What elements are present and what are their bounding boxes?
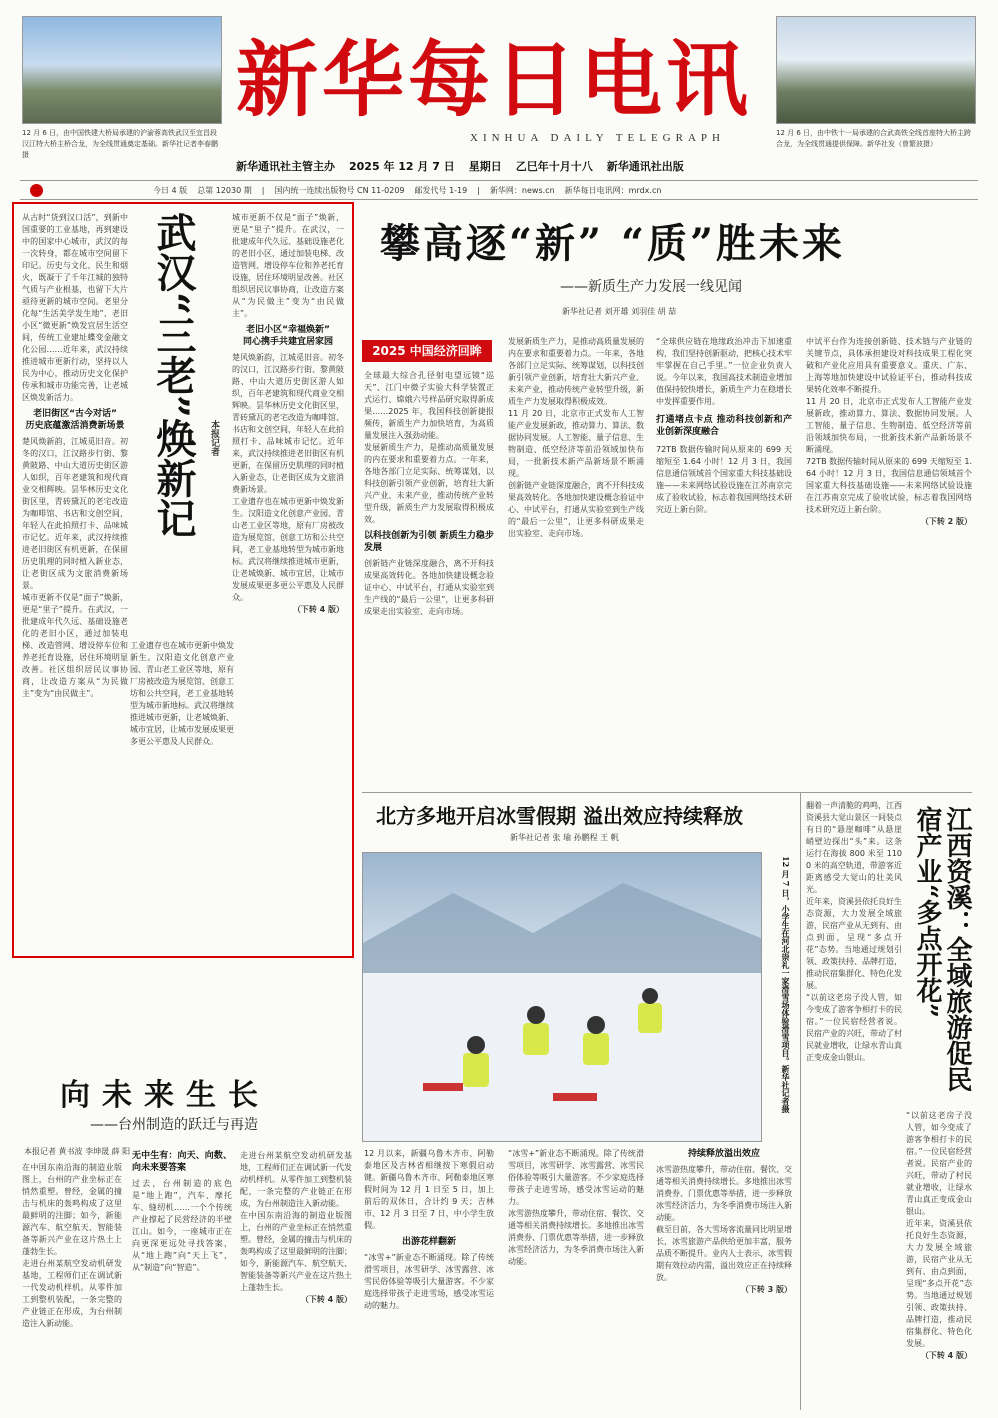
ski-illustration [363,853,761,1141]
taizhou-para-3b: 走进台州某航空发动机研发基地，工程师们正在调试新一代发动机样机。从零件加工到整机装配，一条完整的产业链正在形成，为台州制造注入新动能。 [240,1151,352,1208]
lunar-date: 乙巳年十月十八 [515,160,593,173]
wuhan-title: 武汉“三老”焕新记 [150,212,197,539]
jiangxi-para-2: 近年来，资溪县依托良好生态资源，大力发展全域旅游，民宿产业从无到有、由点到面，呈现“多点开花”态势。当地通过规划引领、政策扶持、品牌打造，推动民宿集群化、特色化发展。 [806,897,902,990]
wuhan-para-4b: 工业遗存也在城市更新中焕发新生。汉阳造文化创意产业园、青山老工业区等地，原有厂房被改造为展览馆、创意工坊和公共空间，老工业基地转型为城市新地标。武汉将继续推进城市更新，让老城焕新、城市宜居，让城市发展成果更多更公平惠及人民群众。 [232,497,344,602]
taizhou-para-1: 在中国东南沿海的制造业版图上，台州的产业坐标正在悄然重塑。曾经，金属的撞击与机床的轰鸣构成了这里最鲜明的注脚；如今，新能源汽车、航空航天、智能装备等新兴产业在这片热土上蓬勃生长。 [22,1163,122,1256]
emblem-icon [30,184,43,197]
wuhan-subhead-1: 老旧街区“古今对话” [33,409,117,419]
taizhou-para-3: 走进台州某航空发动机研发基地，工程师们正在调试新一代发动机样机。从零件加工到整机装配，一条完整的产业链正在形成，为台州制造注入新动能。 [22,1259,122,1328]
info-web-mrdx: 新华每日电讯网：mrdx.cn [564,185,662,195]
wuhan-para-1: 从古时“货到汉口活”，到新中国重要的工业基地，再到建设中的国家中心城市，武汉的每一次转身，都在城市空间留下印记。历史与文化、民生和烟火，既凝于了千年江城的独特气质与产业根基，也留下大片亟待更新的城市空间。老里分化每“生活美学发生地”、老旧小区“微更新”焕发宜居生活空间，传统工业建址蝶变金融文化公园……近年来，武汉持续推进城市更新行动，坚持以人民为中心，推动历史文化保护传承和城市功能完善，让老城区焕发新活力。 [22,213,128,402]
snow-column-1 [364,1148,494,1410]
info-bar: 今日 4 版 总第 12030 期 | 国内统一连续出版物号 CN 11-0209 邮发代号 1-19 | 新华网：news.cn 新华每日电讯网：mrdx.cn [20,180,978,200]
lead-subtitle: ——新质生产力发展一线见闻 [560,279,742,295]
jiangxi-para-1: 翻着一声清脆的鸡鸣，江西资溪县大觉山景区一间装点有日的“悬崖咖啡”从悬崖峭壁边探出“头”来。这条运行在海拔 800 米至 1100 米的高空轨道，带游客近距离感受大觉山的壮美风光。 [806,801,902,894]
taizhou-para-1b: 在中国东南沿海的制造业版图上，台州的产业坐标正在悄然重塑。曾经，金属的撞击与机床的轰鸣构成了这里最鲜明的注脚；如今，新能源汽车、航空航天、智能装备等新兴产业在这片热土上蓬勃生长。 [240,1211,352,1292]
snow-subhead-1: 出游花样翻新 [401,1237,456,1247]
economy-review-tag: 2025 中国经济回眸 [362,340,492,362]
snow-byline: 新华社记者 张 瑜 孙鹏程 王 帆 [510,833,619,842]
lead-para-2b: 发展新质生产力，是推动高质量发展的内在要求和重要着力点。一年来，各地各部门立足实际、统筹谋划，以科技创新引领产业创新，培育壮大新兴产业、未来产业，推动传统产业转型升级，新质生产力发展取得积极成效。 [508,337,644,406]
lead-para-4b: 创新链产业链深度融合，离不开科技成果高效转化。各地加快建设概念验证中心、中试平台，打通从实验室到生产线的“最后一公里”，让更多科研成果走出实验室、走向市场。 [508,481,644,538]
info-cn-number: 国内统一连续出版物号 CN 11-0209 [274,185,405,195]
top-left-caption: 12 月 6 日，由中国铁建大桥局承建的沪渝蓉高铁武汉至宜昌段汉江特大桥主桥合龙，为全线贯通奠定基础。新华社记者李春鹏摄 [22,129,218,159]
wuhan-para-2b: 楚风焕新韵，江城觅旧音。初冬的汉口，江汉路步行街、黎黄陂路、中山大道历史街区游人如织，百年老建筑和现代商业交相辉映。昙华林历史文化街区里，青砖黛瓦的老宅改造为咖啡馆、书店和文创空间，年轻人在此拍照打卡、品味城市记忆。近年来，武汉持续推进老旧街区有机更新，在保留历史肌理的同时植入新业态，让老街区成为文旅消费新场景。 [232,353,344,494]
info-pages: 今日 4 版 [153,185,188,195]
lead-continue: （下转 2 版） [920,517,972,526]
wuhan-column-2 [130,640,234,952]
jiangxi-para-2b: 近年来，资溪县依托良好生态资源，大力发展全域旅游，民宿产业从无到有、由点到面，呈现“多点开花”态势。当地通过规划引领、政策扶持、品牌打造，推动民宿集群化、特色化发展。 [906,1219,972,1348]
lead-column-1 [364,370,494,790]
taizhou-title: 向未来生长 [60,1078,270,1113]
section-divider-1 [362,792,972,793]
snow-para-2: “冰雪+”新业态不断涌现。除了传统滑雪项目，冰雪研学、冰雪露营、冰雪民俗体验等吸引大量游客。不少家庭选择带孩子走进雪场，感受冰雪运动的魅力。 [364,1253,494,1310]
wuhan-column-1 [22,212,128,952]
wuhan-continue: （下转 4 版） [292,605,344,614]
snow-para-2b: “冰雪+”新业态不断涌现。除了传统滑雪项目，冰雪研学、冰雪露营、冰雪民俗体验等吸引大量游客。不少家庭选择带孩子走进雪场，感受冰雪运动的魅力。 [508,1149,644,1206]
wuhan-para-4: 工业遗存也在城市更新中焕发新生。汉阳造文化创意产业园、青山老工业区等地，原有厂房被改造为展览馆、创意工坊和公共空间，老工业基地转型为城市新地标。武汉将继续推进城市更新，让老城焕新、城市宜居，让城市发展成果更多更公平惠及人民群众。 [130,641,234,746]
lead-column-3 [656,336,792,790]
lead-para-2: 发展新质生产力，是推动高质量发展的内在要求和重要着力点。一年来，各地各部门立足实际、统筹谋划，以科技创新引领产业创新，培育壮大新兴产业、未来产业，推动传统产业转型升级，新质生产力发展取得积极成效。 [364,443,494,524]
section-divider-2 [800,792,801,1410]
sponsor: 新华通讯社主管主办 [236,160,335,173]
lead-para-4: 创新链产业链深度融合，离不开科技成果高效转化。各地加快建设概念验证中心、中试平台，打通从实验室到生产线的“最后一公里”，让更多科研成果走出实验室、走向市场。 [364,559,494,616]
ski-photo-caption: 12 月 7 日，小学生在河北崇礼一家滑雪场体验滑雪项目。新华社记者摄 [781,856,791,1114]
taizhou-column-2 [132,1150,232,1410]
wuhan-para-3b: 城市更新不仅是“面子”焕新，更是“里子”提升。在武汉，一批建成年代久远、基础设施老化的老旧小区，通过加装电梯、改造管网、增设停车位和养老托育设施，居住环境明显改善。社区组织居民议事协商，让改造方案从“为民做主”变为“由民做主”。 [232,213,344,318]
wuhan-subhead-2: 老旧小区“幸福焕新” [246,325,330,335]
lead-para-3: 11 月 20 日，北京市正式发布人工智能产业发展新政，推动算力、算法、数据协同发展。人工智能、量子信息、生物制造、低空经济等前沿领域加快布局，一批新技术新产品新场景不断涌现。 [508,409,644,478]
lead-byline: 新华社记者 刘开雄 刘羽佳 胡 喆 [562,307,677,316]
wuhan-subhead-1b: 历史底蕴激活消费新场景 [25,421,125,431]
masthead-english: XINHUA DAILY TELEGRAPH [470,132,725,144]
lead-subhead-2: 打通堵点卡点 推动科技创新和产业创新深度融合 [656,415,792,437]
snow-para-3b: 冰雪游热度攀升，带动住宿、餐饮、交通等相关消费持续增长。多地推出冰雪消费券、门票优惠等举措，进一步释放冰雪经济活力，为冬季消费市场注入新动能。 [656,1165,792,1222]
jiangxi-column-1 [806,800,902,1410]
jiangxi-title: 江西资溪：全域旅游促民宿产业“多点开花” [912,806,972,1092]
masthead-dateline [236,156,766,176]
lead-para-3b: 11 月 20 日，北京市正式发布人工智能产业发展新政，推动算力、算法、数据协同发展。人工智能、量子信息、生物制造、低空经济等前沿领域加快布局，一批新技术新产品新场景不断涌现。 [806,397,972,454]
snow-para-4: 截至目前，各大雪场客流量同比明显增长，冰雪旅游产品供给更加丰富，服务品质不断提升。业内人士表示，冰雪假期有效拉动内需，溢出效应正在持续释放。 [656,1225,792,1282]
weekday: 星期日 [468,160,502,173]
top-right-caption: 12 月 6 日，由中铁十一局承建的合武高铁全线首座特大桥主跨合龙，为全线贯通提供保障。新华社发（曾繁波摄） [776,129,972,148]
jiangxi-para-3: “以前这老房子没人管，如今变成了游客争相打卡的民宿。”一位民宿经营者说。民宿产业的兴旺，带动了村民就业增收，让绿水青山真正变成金山银山。 [806,993,902,1062]
taizhou-continue: （下转 4 版） [300,1295,352,1304]
snow-para-3: 冰雪游热度攀升，带动住宿、餐饮、交通等相关消费持续增长。多地推出冰雪消费券、门票优惠等举措，进一步释放冰雪经济活力，为冬季消费市场注入新动能。 [508,1209,644,1266]
wuhan-byline: 本报记者 [209,420,219,456]
wuhan-subhead-2b: 同心携手共建宜居家园 [242,337,333,347]
lead-title: 攀高逐“新” “质”胜未来 [380,220,845,267]
snow-title: 北方多地开启冰雪假期 溢出效应持续释放 [376,804,743,828]
snow-para-1: 12 月以来，新疆乌鲁木齐市、阿勒泰地区及吉林省相继按下寒假启动键。新疆乌鲁木齐市、阿勒泰地区寒假时间为 12 月 1 日至 5 日，加上前后的双休日，合计约 9 天；吉林市、12 月 3 日至 7 日，中小学生放假。 [364,1149,494,1230]
info-website: 新华网：news.cn [489,185,555,195]
wuhan-para-3: 城市更新不仅是“面子”焕新，更是“里子”提升。在武汉，一批建成年代久远、基础设施老化的老旧小区，通过加装电梯、改造管网、增设停车位和养老托育设施，居住环境明显改善。社区组织居民议事协商，让改造方案从“为民做主”变为“由民做主”。 [22,593,128,698]
jiangxi-continue: （下转 4 版） [920,1351,972,1360]
snow-subhead-2: 持续释放溢出效应 [687,1149,760,1159]
snow-column-3 [656,1148,792,1410]
lead-para-1: 全球最大综合孔径射电望远镜“巡天”、江门中微子实验大科学装置正式运行、嫦娥六号样品研究取得新成果……2025 年，我国科技创新捷报频传，新质生产力加快培育，为高质量发展注入强劲动能。 [364,371,494,440]
info-postal-code: 邮发代号 1-19 [414,185,468,195]
taizhou-subtitle: ——台州制造的跃迁与再造 [90,1117,258,1133]
issue-date: 2025 年 12 月 7 日 [349,160,455,173]
taizhou-para-2: 过去，台州制造的底色是“地上跑”，汽车、摩托车、缝纫机……一个个传统产业撑起了民营经济的半壁江山。如今，一座城市正在向更深更远处寻找答案，从“地上跑”向“天上飞”，从“制造”向“智造”。 [132,1179,232,1272]
publisher: 新华通讯社出版 [606,160,684,173]
lead-para-6b: 72TB 数据传输时间从原来的 699 天缩短至 1.64 小时！12 月 3 日，我国信息通信领域首个国家重大科技基础设施——未来网络试验设施在江苏南京完成了验收试验，标志着我国网络技术研究迈上新台阶。 [806,457,972,514]
wuhan-column-3 [232,212,344,952]
snow-continue: （下转 3 版） [740,1285,792,1294]
lead-column-2 [508,336,644,790]
lead-column-4 [806,336,972,790]
info-issue-number: 总第 12030 期 [197,185,252,195]
lead-subhead-1: 以科技创新为引领 新质生力稳步发展 [364,531,494,553]
lead-para-6: 72TB 数据传输时间从原来的 699 天缩短至 1.64 小时！12 月 3 日，我国信息通信领域首个国家重大科技基础设施——未来网络试验设施在江苏南京完成了验收试验，标志着我国网络技术研究迈上新台阶。 [656,445,792,514]
wuhan-para-2: 楚风焕新韵，江城觅旧音。初冬的汉口，江汉路步行街、黎黄陂路、中山大道历史街区游人如织，百年老建筑和现代商业交相辉映。昙华林历史文化街区里，青砖黛瓦的老宅改造为咖啡馆、书店和文创空间，年轻人在此拍照打卡、品味城市记忆。近年来，武汉持续推进老旧街区有机更新，在保留历史肌理的同时植入新业态，让老街区成为文旅消费新场景。 [22,437,128,590]
taizhou-byline: 本报记者 黄书波 李坤晟 薛 阳 [24,1147,131,1156]
lead-para-7: 中试平台作为连接创新链、技术链与产业链的关键节点，具体承担建设对科技成果工程化突破和产业化应用具有重要意义。重庆、广东、上海等地加快建设中试验证平台，推动科技成果转化效率不断提升。 [806,337,972,394]
bridge-photo-right [776,16,976,124]
bridge-photo-left [22,16,222,124]
jiangxi-para-3b: “以前这老房子没人管，如今变成了游客争相打卡的民宿。”一位民宿经营者说。民宿产业的兴旺，带动了村民就业增收，让绿水青山真正变成金山银山。 [906,1111,972,1216]
ski-photo [362,852,762,1142]
snow-column-2 [508,1148,644,1410]
lead-para-5: “全球供应链在地缘政治冲击下加速重构，我们坚持创新驱动，把核心技术牢牢掌握在自己手里。”一位企业负责人说。今年以来，我国高技术制造业增加值保持较快增长，新质生产力在稳增长中发挥重要作用。 [656,337,792,406]
jiangxi-column-2 [906,1110,972,1410]
taizhou-column-1 [22,1162,122,1410]
taizhou-subhead-1: 无中生有：向天、向数、向未来要答案 [132,1151,232,1173]
taizhou-column-3 [240,1150,352,1410]
masthead-logo: 新华每日电讯 [236,32,753,128]
